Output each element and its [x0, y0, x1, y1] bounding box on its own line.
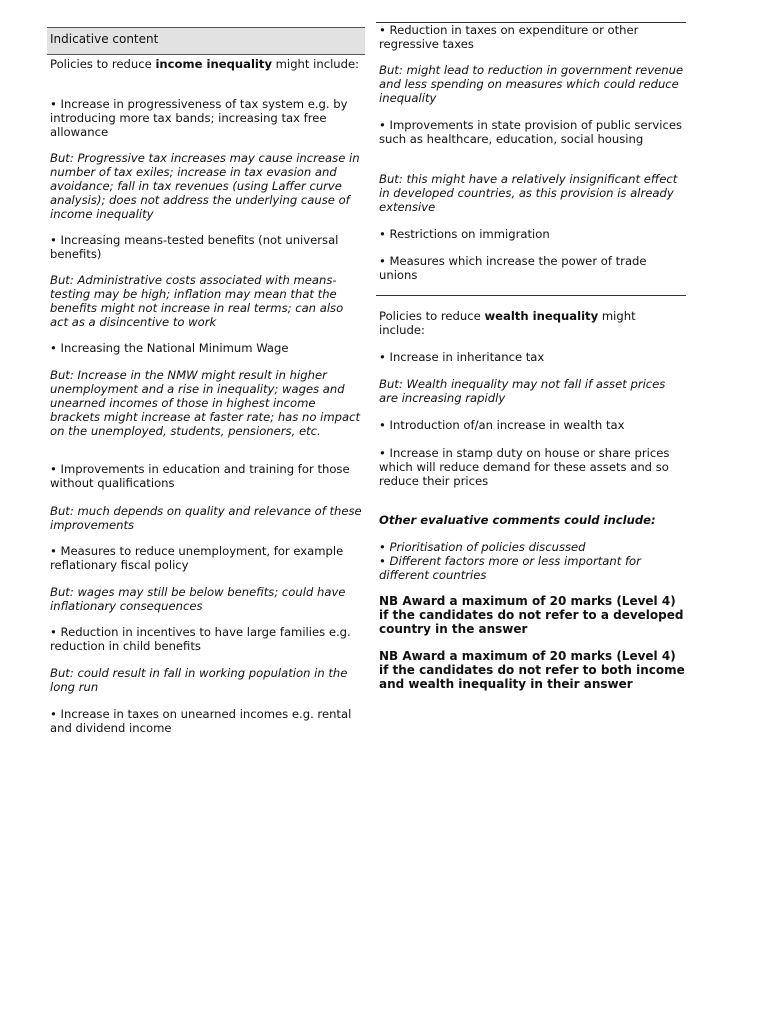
income-caveat-6: But: could result in fall in working population in the long run — [50, 666, 348, 694]
income-caveat-5: But: wages may still be below benefits; could have inflationary consequences — [50, 585, 346, 613]
income-point-10: • Restrictions on immigration — [379, 227, 685, 241]
income-point-7: • Increase in taxes on unearned incomes e.g. rental and dividend income — [50, 707, 362, 735]
nb-note-2: NB Award a maximum of 20 marks (Level 4) if the candidates do not refer to both income and wealth inequality in their answer — [379, 649, 685, 691]
wealth-intro-bold: wealth inequality — [484, 309, 599, 323]
income-intro-after: might include: — [272, 57, 360, 71]
wealth-caveat-1: But: Wealth inequality may not fall if asset prices are increasing rapidly — [379, 377, 666, 405]
evaluative-item-2: • Different factors more or less important for different countries — [379, 554, 685, 582]
wealth-intro — [379, 309, 685, 337]
income-point-4: • Improvements in education and training for those without qualifications — [50, 462, 362, 490]
income-point-3: • Increasing the National Minimum Wage — [50, 341, 362, 355]
wealth-intro-text: Policies to reduce — [379, 309, 485, 323]
income-point-8: • Reduction in taxes on expenditure or other regressive taxes — [379, 23, 685, 51]
evaluative-item-1: • Prioritisation of policies discussed — [379, 540, 685, 554]
header-title: Indicative content — [50, 32, 159, 46]
income-point-1: • Increase in progressiveness of tax system e.g. by introducing more tax bands; increasing tax free allowance — [50, 97, 362, 139]
indicative-content-header — [47, 27, 365, 55]
income-intro-text: Policies to reduce — [50, 57, 156, 71]
wealth-point-2: • Introduction of/an increase in wealth tax — [379, 418, 685, 432]
section-divider — [376, 295, 686, 296]
income-caveat-8: But: might lead to reduction in government revenue and less spending on measures which could reduce inequality — [379, 63, 684, 105]
income-caveat-4: But: much depends on quality and relevance of these improvements — [50, 504, 362, 532]
income-intro-bold: income inequality — [155, 57, 272, 71]
income-caveat-3: But: Increase in the NMW might result in higher unemployment and a rise in inequality; wages and unearned incomes of those in highest income brackets might increase at faster rate; has no impact on the unemployed, students, pensioners, etc. — [50, 368, 361, 438]
income-point-9: • Improvements in state provision of public services such as healthcare, education, social housing — [379, 118, 685, 146]
income-caveat-9: But: this might have a relatively insignificant effect in developed countries, as this provision is already extensive — [379, 172, 678, 214]
nb-note-1: NB Award a maximum of 20 marks (Level 4) if the candidates do not refer to a developed country in the answer — [379, 594, 684, 636]
income-caveat-1: But: Progressive tax increases may cause increase in number of tax exiles; increase in tax evasion and avoidance; fall in tax revenues (using Laffer curve analysis); does not address the underlying cause of income inequality — [50, 151, 360, 221]
income-point-2: • Increasing means-tested benefits (not universal benefits) — [50, 233, 362, 261]
income-intro — [50, 57, 362, 71]
income-point-6: • Reduction in incentives to have large families e.g. reduction in child benefits — [50, 625, 362, 653]
income-caveat-2: But: Administrative costs associated with means-testing may be high; inflation may mean that the benefits might not increase in real terms; can also act as a disincentive to work — [50, 273, 344, 329]
income-point-5: • Measures to reduce unemployment, for example reflationary fiscal policy — [50, 544, 362, 572]
income-point-11: • Measures which increase the power of trade unions — [379, 254, 685, 282]
wealth-intro-after: might include: — [379, 309, 636, 337]
wealth-point-3: • Increase in stamp duty on house or share prices which will reduce demand for these assets and so reduce their prices — [379, 446, 685, 488]
evaluative-heading: Other evaluative comments could include: — [379, 513, 656, 527]
wealth-point-1: • Increase in inheritance tax — [379, 350, 685, 364]
